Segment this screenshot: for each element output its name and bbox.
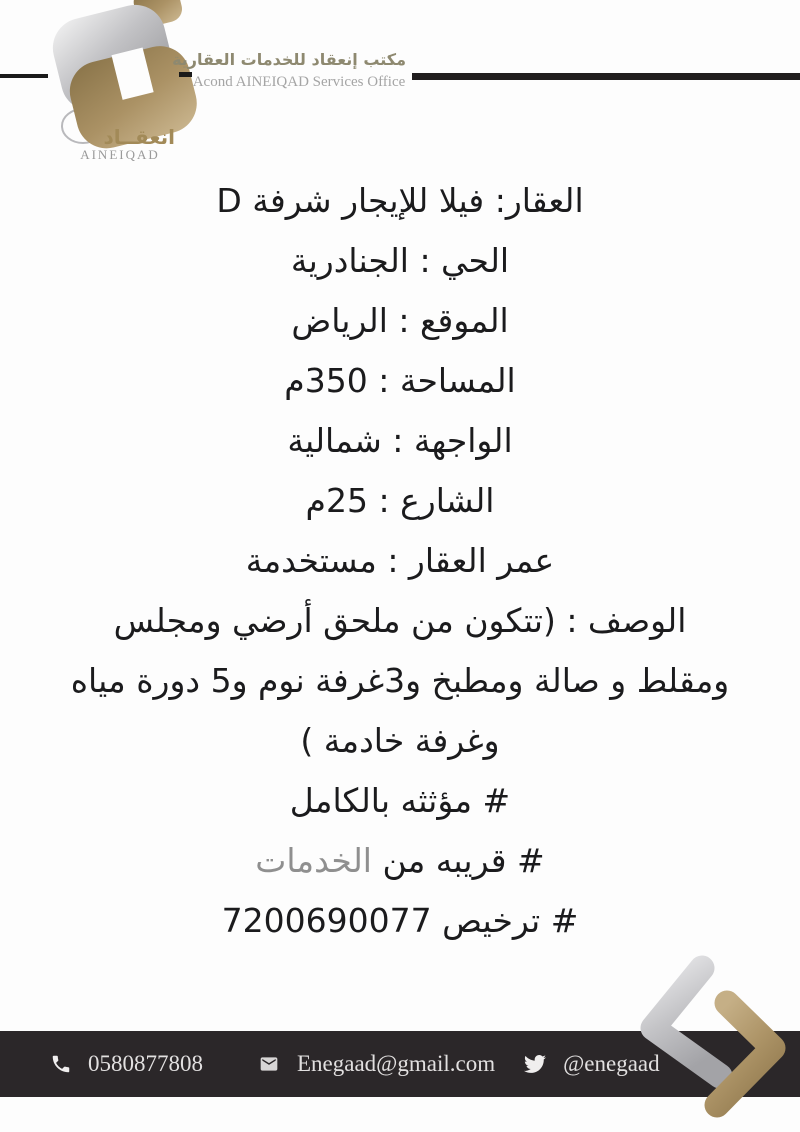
listing-line-license: # ترخيص 7200690077 [221, 901, 579, 940]
phone-icon [50, 1053, 72, 1075]
listing-line-area: المساحة : 350م [284, 361, 516, 400]
brand-name-english: Acond AINEIQAD Services Office [192, 74, 406, 90]
listing-line-facade: الواجهة : شمالية [287, 421, 513, 460]
hashtag-services-prefix: # قريبه من [371, 841, 545, 880]
listing-line-district: الحي : الجنادرية [290, 241, 510, 280]
brand-name-arabic: مكتب إنعقاد للخدمات العقارية [172, 50, 406, 69]
listing-details [0, 171, 800, 951]
listing-line-description-3: وغرفة خادمة ) [300, 721, 500, 760]
header-left-rule [0, 74, 48, 78]
listing-line-hashtag-services [0, 831, 800, 891]
footer-email [257, 1051, 495, 1077]
twitter-handle: @enegaad [563, 1051, 660, 1076]
email-address: Enegaad@gmail.com [297, 1051, 496, 1076]
listing-line-age: عمر العقار : مستخدمة [245, 541, 555, 580]
footer-phone [50, 1051, 203, 1077]
listing-line-description-2: ومقلط و صالة ومطبخ و3غرفة نوم و5 دورة مياه [70, 661, 730, 700]
brand-block [172, 50, 406, 91]
listing-line-street: الشارع : 25م [305, 481, 495, 520]
header-right-rule [412, 73, 800, 80]
phone-number: 0580877808 [88, 1051, 203, 1076]
header-brand-dash [179, 72, 192, 77]
listing-line-location: الموقع : الرياض [291, 301, 509, 340]
twitter-icon [523, 1053, 547, 1075]
listing-line-hashtag-furnished: # مؤثثه بالكامل [289, 781, 511, 820]
logo-wordmark-english: AINEIQAD [80, 147, 160, 162]
listing-line-description-1: الوصف : (تتكون من ملحق أرضي ومجلس [113, 601, 687, 640]
listing-line-property: العقار: فيلا للإيجار شرفة D [216, 181, 584, 220]
hashtag-services-word: الخدمات [255, 841, 372, 880]
envelope-icon [257, 1054, 281, 1074]
logo-wordmark-arabic: انعقــاد [103, 125, 175, 149]
footer-brand-mark-icon [628, 950, 800, 1132]
